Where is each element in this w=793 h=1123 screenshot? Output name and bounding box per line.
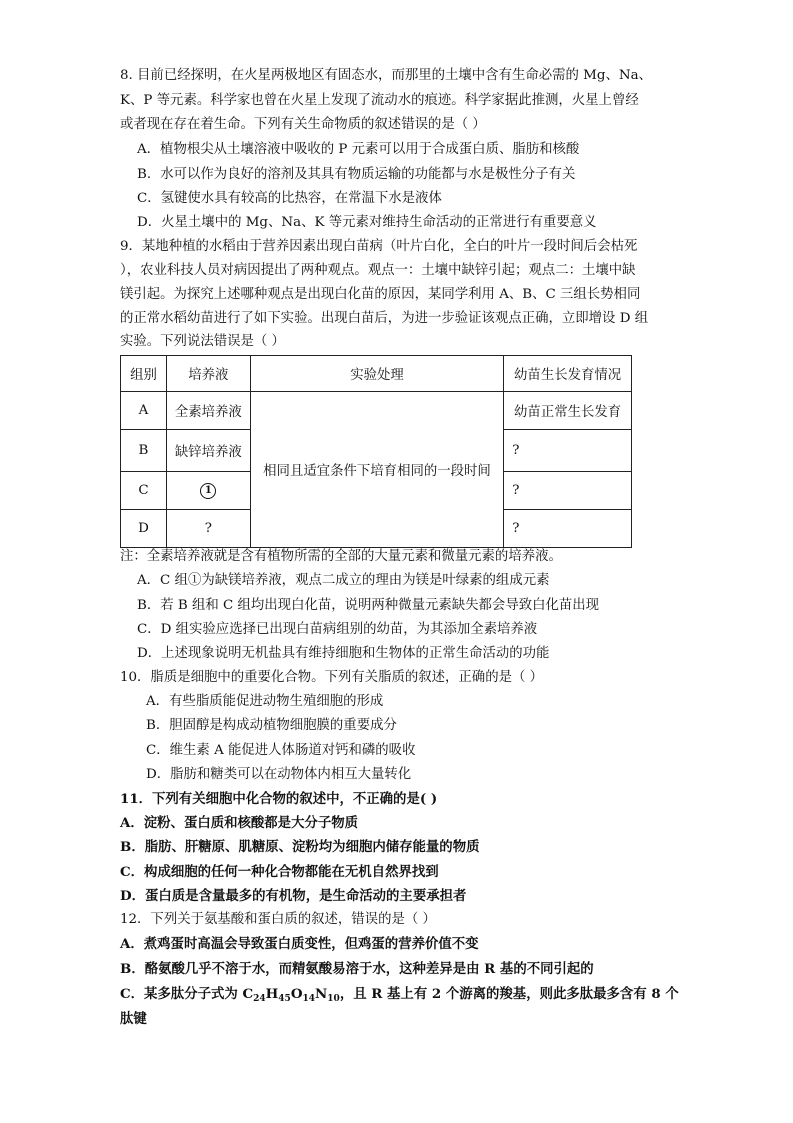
cell-result: ? xyxy=(504,510,632,548)
formula-subscript: 10 xyxy=(327,994,340,1004)
q8-stem-line-1: 8. 目前已经探明，在火星两极地区有固态水，而那里的土壤中含有生命必需的 Mg、Na、 xyxy=(120,68,652,83)
q9-option-d: D．上述现象说明无机盐具有维持细胞和生物体的正常生命活动的功能 xyxy=(137,646,550,661)
cell-medium xyxy=(166,472,250,510)
q8-stem-line-3: 或者现在存在着生命。下列有关生命物质的叙述错误的是（ ） xyxy=(120,117,486,132)
cell-result: ? xyxy=(504,430,632,472)
q8-option-b: B．水可以作为良好的溶剂及其具有物质运输的功能都与水是极性分子有关 xyxy=(137,167,576,182)
header-result: 幼苗生长发育情况 xyxy=(504,356,632,392)
q9-stem-line-5: 实验。下列说法错误是（ ） xyxy=(120,334,285,349)
q11-option-a: A．淀粉、蛋白质和核酸都是大分子物质 xyxy=(120,815,359,831)
q9-option-b: B．若 B 组和 C 组均出现白化苗，说明两种微量元素缺失都会导致白化苗出现 xyxy=(137,598,600,613)
q12-stem: 12．下列关于氨基酸和蛋白质的叙述，错误的是（ ） xyxy=(120,912,436,927)
formula-element: H xyxy=(265,986,279,1002)
cell-group: B xyxy=(121,430,167,472)
q8-option-c: C．氢键使水具有较高的比热容，在常温下水是液体 xyxy=(137,191,442,206)
q11-option-d: D．蛋白质是含量最多的有机物，是生命活动的主要承担者 xyxy=(120,888,467,904)
q8-option-a: A．植物根尖从土壤溶液中吸收的 P 元素可以用于合成蛋白质、脂肪和核酸 xyxy=(137,142,580,157)
cell-medium: ? xyxy=(166,510,250,548)
q12-option-c-suffix: ，且 R 基上有 2 个游离的羧基，则此多肽最多含有 8 个 xyxy=(339,986,679,1002)
q12-option-c-prefix: C．某多肽分子式为 C xyxy=(120,986,254,1002)
table-header-row xyxy=(121,356,632,392)
q11-option-b: B．脂肪、肝糖原、肌糖原、淀粉均为细胞内储存能量的物质 xyxy=(120,839,480,855)
cell-result: 幼苗正常生长发育 xyxy=(504,392,632,430)
formula-subscript: 14 xyxy=(302,994,316,1004)
q9-option-a: A．C 组①为缺镁培养液，观点二成立的理由为镁是叶绿素的组成元素 xyxy=(137,573,550,588)
q8-stem-line-2: K、P 等元素。科学家也曾在火星上发现了流动水的痕迹。科学家据此推测，火星上曾经 xyxy=(120,93,639,108)
q10-option-c: C．维生素 A 能促进人体肠道对钙和磷的吸收 xyxy=(146,743,416,758)
q11-stem: 11．下列有关细胞中化合物的叙述中，不正确的是( ) xyxy=(120,791,438,807)
q10-option-d: D．脂肪和糖类可以在动物体内相互大量转化 xyxy=(146,767,412,782)
cell-medium: 缺锌培养液 xyxy=(166,430,250,472)
q12-option-b: B．酪氨酸几乎不溶于水，而精氨酸易溶于水，这种差异是由 R 基的不同引起的 xyxy=(120,961,594,977)
q10-option-b: B．胆固醇是构成动植物细胞膜的重要成分 xyxy=(146,718,397,733)
table-row xyxy=(121,392,632,430)
molecular-formula xyxy=(253,986,340,1002)
header-treatment: 实验处理 xyxy=(250,356,503,392)
header-group: 组别 xyxy=(121,356,167,392)
q12-option-a: A．煮鸡蛋时高温会导致蛋白质变性，但鸡蛋的营养价值不变 xyxy=(120,936,479,952)
q9-stem-line-3: 镁引起。为探究上述哪种观点是出现白化苗的原因，某同学利用 A、B、C 三组长势相同 xyxy=(120,287,641,302)
formula-subscript: 24 xyxy=(253,994,266,1004)
q8-option-d: D．火星土壤中的 Mg、Na、K 等元素对维持生命活动的正常进行有重要意义 xyxy=(137,215,597,230)
q12-option-c xyxy=(120,985,679,1003)
q9-option-c: C．D 组实验应选择已出现白苗病组别的幼苗，为其添加全素培养液 xyxy=(137,622,538,637)
q11-option-c: C．构成细胞的任何一种化合物都能在无机自然界找到 xyxy=(120,864,439,880)
cell-group: C xyxy=(121,472,167,510)
q9-table-note: 注：全素培养液就是含有植物所需的全部的大量元素和微量元素的培养液。 xyxy=(120,549,562,564)
cell-result: ? xyxy=(504,472,632,510)
formula-element: N xyxy=(315,986,328,1002)
q9-stem-line-2: ），农业科技人员对病因提出了两种观点。观点一：土壤中缺锌引起；观点二：土壤中缺 xyxy=(120,263,636,278)
cell-group: A xyxy=(121,392,167,430)
q9-stem-line-1: 9．某地种植的水稻由于营养因素出现白苗病（叶片白化，全白的叶片一段时间后会枯死 xyxy=(120,239,638,254)
circled-number-marker: 1 xyxy=(200,483,216,499)
formula-subscript: 45 xyxy=(278,994,291,1004)
cell-medium: 全素培养液 xyxy=(166,392,250,430)
q10-option-a: A．有些脂质能促进动物生殖细胞的形成 xyxy=(146,694,384,709)
header-medium: 培养液 xyxy=(166,356,250,392)
formula-element: O xyxy=(290,986,303,1002)
experiment-table xyxy=(120,355,632,548)
q9-stem-line-4: 的正常水稻幼苗进行了如下实验。出现白苗后，为进一步验证该观点正确，立即增设 D 组 xyxy=(120,311,649,326)
q12-option-c-line-2: 肽键 xyxy=(120,1011,147,1027)
cell-treatment: 相同且适宜条件下培育相同的一段时间 xyxy=(250,392,503,548)
q10-stem: 10．脂质是细胞中的重要化合物。下列有关脂质的叙述，正确的是（ ） xyxy=(120,670,544,685)
cell-group: D xyxy=(121,510,167,548)
